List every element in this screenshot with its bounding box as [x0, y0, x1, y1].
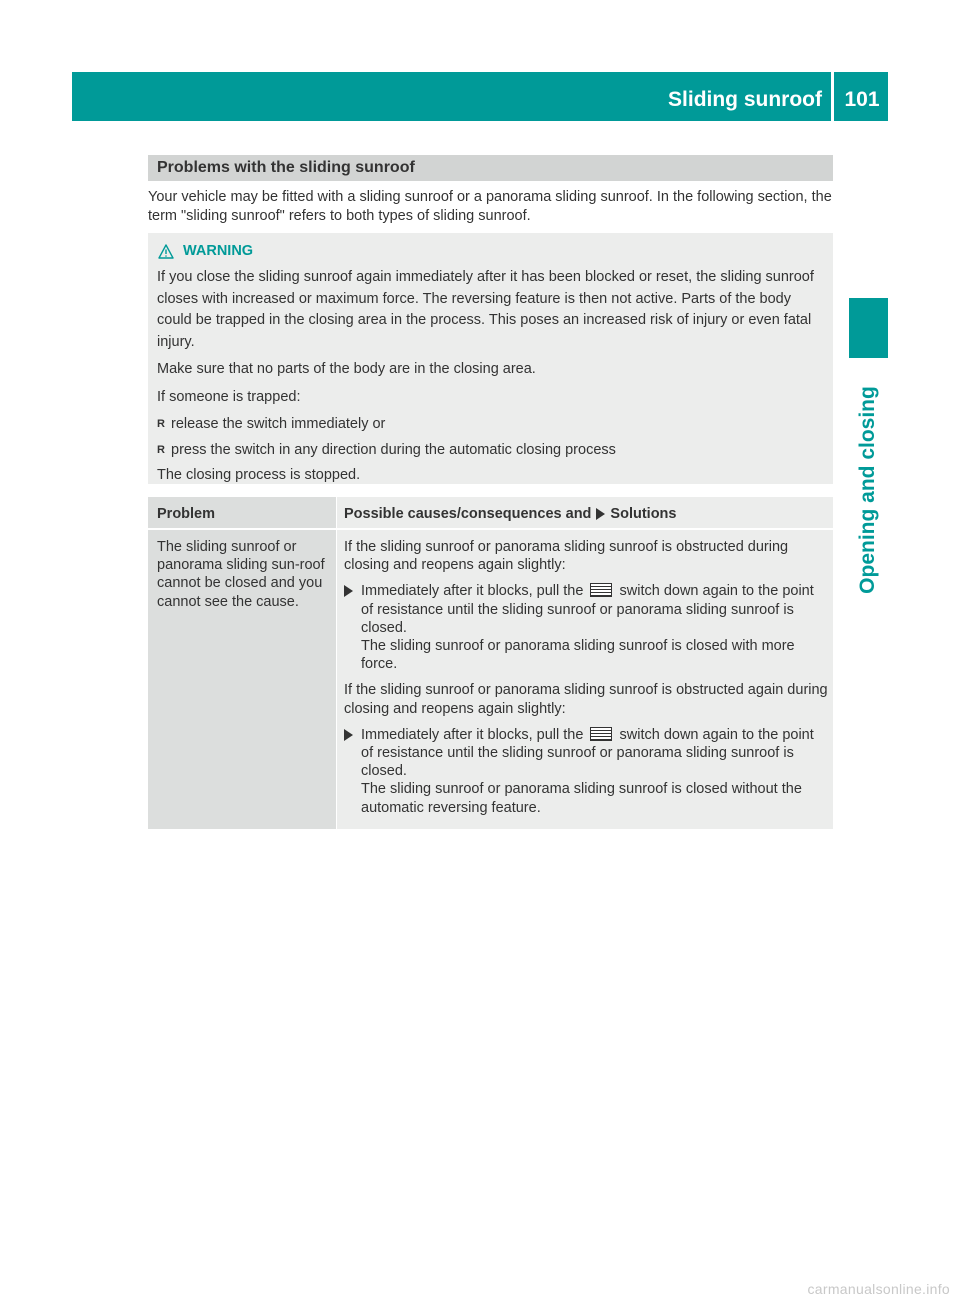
step-text: Immediately after it blocks, pull the	[361, 583, 584, 600]
sunroof-switch-icon	[590, 583, 612, 597]
bullet-marker: R	[157, 443, 165, 456]
arrow-right-icon	[344, 582, 361, 673]
solution-intro: If the sliding sunroof or panorama sliding sunroof is obstructed during closing and reopens again slightly:	[344, 539, 789, 574]
page-title: Sliding sunroof	[668, 88, 822, 111]
step-text: Immediately after it blocks, pull the	[361, 726, 584, 743]
list-item	[157, 440, 825, 462]
warning-box	[148, 233, 833, 484]
warning-label: WARNING	[183, 243, 254, 259]
solution-step	[344, 582, 828, 673]
solution-step	[344, 726, 828, 817]
warning-header	[157, 241, 825, 261]
chapter-label: Opening and closing	[856, 386, 879, 594]
arrow-right-icon	[344, 726, 361, 817]
warning-result: The closing process is stopped.	[157, 467, 361, 483]
problem-cell: The sliding sunroof or panorama sliding sun-roof cannot be closed and you cannot see the cause.	[157, 539, 325, 610]
section-heading: Problems with the sliding sunroof	[148, 155, 833, 181]
step-text: switch down again to the point of resistance until the sliding sunroof or panorama sliding sunroof is closed.	[361, 726, 814, 780]
bullet-text: release the switch immediately or	[171, 416, 386, 432]
bullet-text: press the switch in any direction during the automatic closing process	[171, 441, 616, 458]
column-header-solutions-label: Solutions	[610, 506, 677, 522]
arrow-right-icon	[596, 508, 605, 520]
warning-trapped-intro: If someone is trapped:	[157, 388, 301, 405]
watermark: carmanualsonline.info	[807, 1281, 950, 1297]
warning-triangle-icon	[158, 244, 174, 259]
header-divider	[831, 72, 834, 121]
sunroof-switch-icon	[590, 727, 612, 741]
problem-table	[148, 497, 833, 829]
solution-intro: If the sliding sunroof or panorama sliding sunroof is obstructed again during closing and reopens again slightly:	[344, 682, 828, 717]
solution-cell	[344, 538, 828, 825]
column-header-problem: Problem	[157, 506, 216, 522]
page-number: 101	[844, 88, 880, 111]
chapter-tab	[849, 298, 888, 358]
step-text: switch down again to the point of resistance until the sliding sunroof or panorama sliding sunroof is closed.	[361, 583, 814, 636]
intro-paragraph: Your vehicle may be fitted with a sliding sunroof or a panorama sliding sunroof. In the following section, the term "sliding sunroof" refers to both types of sliding sunroof.	[148, 189, 832, 224]
step-result: The sliding sunroof or panorama sliding sunroof is closed with more force.	[361, 638, 795, 673]
header-row-divider	[148, 528, 833, 530]
warning-instruction: Make sure that no parts of the body are in the closing area.	[157, 361, 536, 377]
warning-paragraph: If you close the sliding sunroof again immediately after it has been blocked or reset, the sliding sunroof closes with increased or maximum force. The reversing feature is then not active. Parts of the body could be trapped in the closing area in the process. This poses an increased risk of injury or even fatal injury.	[157, 269, 814, 350]
column-header-causes: Possible causes/consequences and	[344, 506, 592, 522]
step-result: The sliding sunroof or panorama sliding sunroof is closed without the automatic reversing feature.	[361, 781, 802, 816]
bullet-marker: R	[157, 418, 165, 430]
column-header-solutions	[344, 505, 676, 523]
list-item	[157, 414, 825, 436]
